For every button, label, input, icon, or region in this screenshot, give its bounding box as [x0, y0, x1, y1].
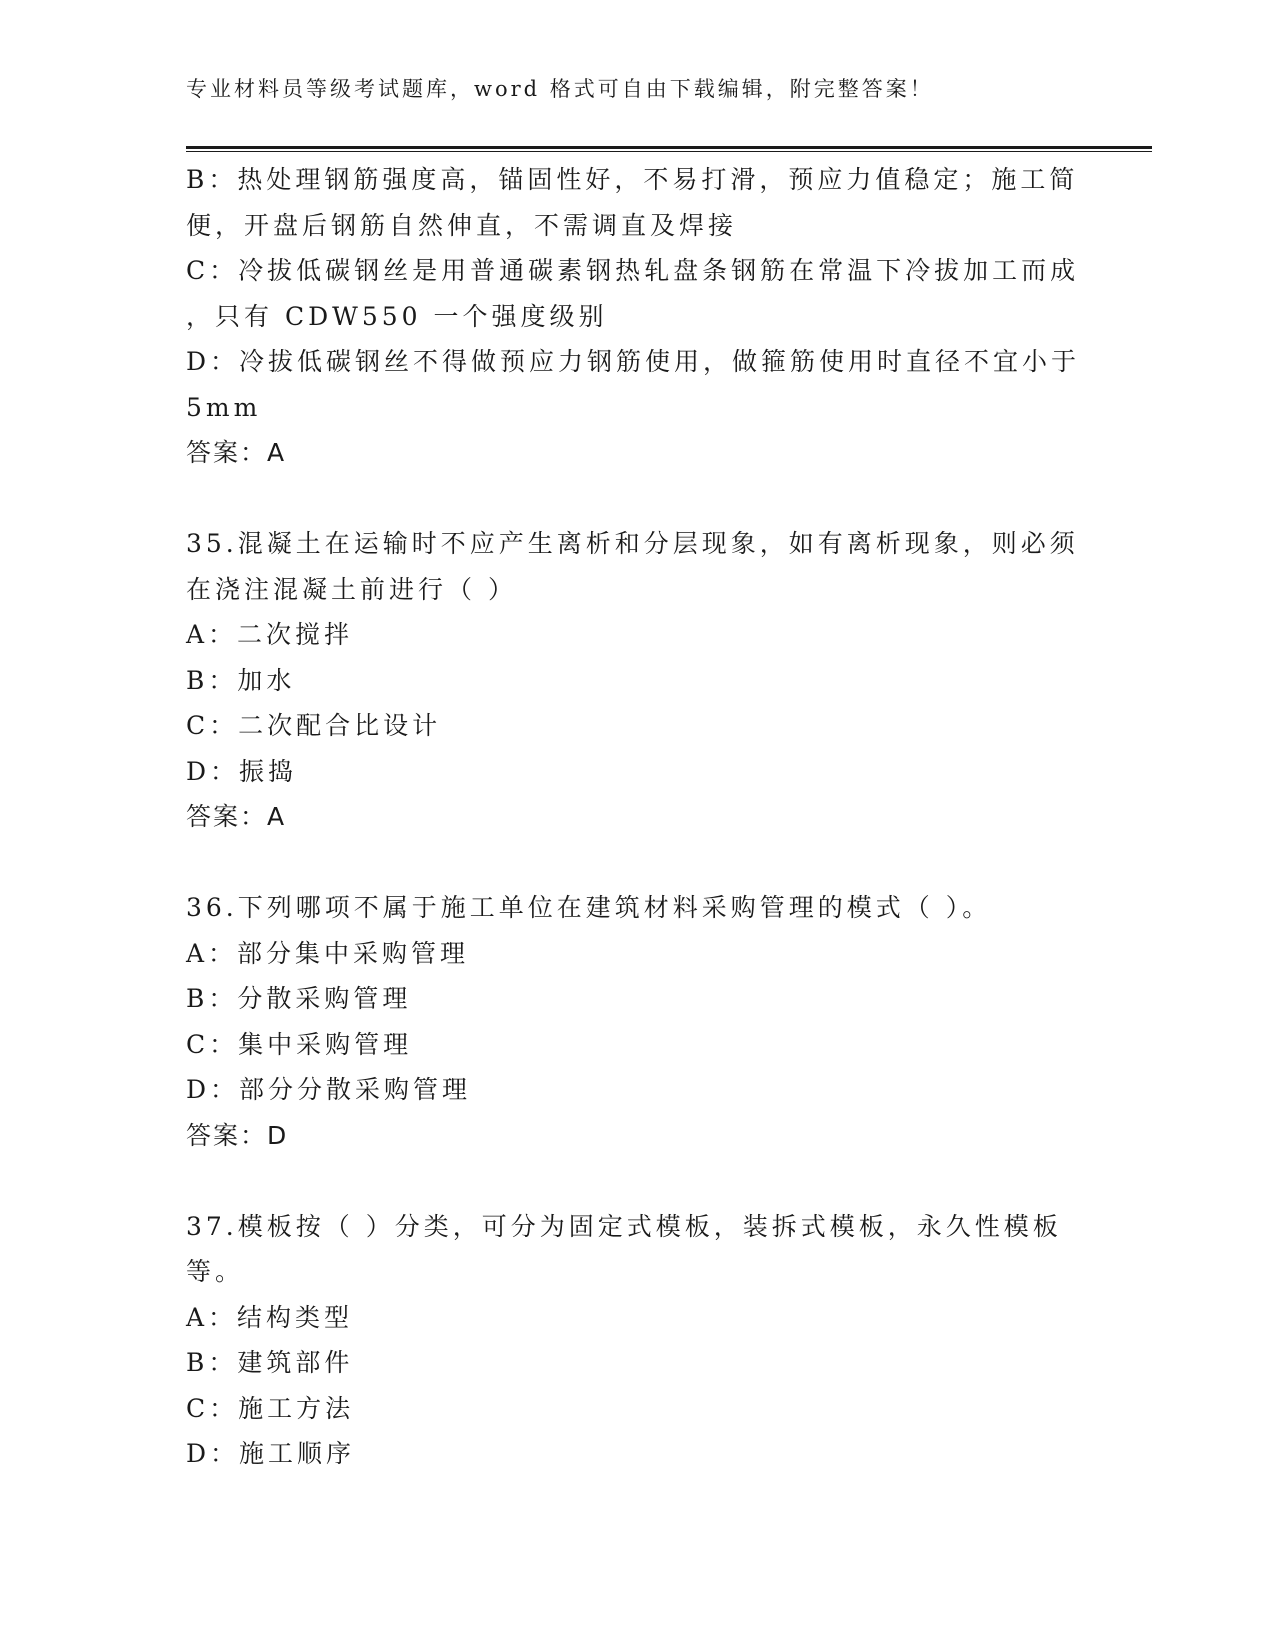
header-rule [186, 146, 1152, 153]
question-line: 等。 [186, 1257, 245, 1286]
option-line: A：二次搅拌 [186, 620, 354, 649]
header-rule-thick [186, 146, 1152, 149]
question-line: 37.模板按（ ）分类，可分为固定式模板，装拆式模板，永久性模板 [186, 1211, 1062, 1241]
question-line: 35.混凝土在运输时不应产生离析和分层现象，如有离析现象，则必须 [186, 529, 1079, 558]
question-block [186, 885, 1076, 1158]
option-line: B：加水 [186, 665, 296, 695]
option-line: B：分散采购管理 [186, 984, 412, 1013]
option-line: D：施工顺序 [186, 1439, 356, 1468]
question-line: 在浇注混凝土前进行（ ） [186, 574, 517, 604]
option-line: 便，开盘后钢筋自然伸直，不需调直及焊接 [186, 210, 738, 240]
option-line: A：结构类型 [186, 1302, 354, 1332]
block-gap [186, 1158, 1076, 1204]
option-line: C：冷拔低碳钢丝是用普通碳素钢热轧盘条钢筋在常温下冷拔加工而成 [186, 256, 1080, 285]
block-gap [186, 476, 1076, 522]
document-body [186, 157, 1081, 1477]
answer-line: 答案：D [186, 1120, 289, 1150]
answer-line: 答案：A [186, 802, 287, 831]
option-line: C：二次配合比设计 [186, 711, 442, 740]
option-line: C：施工方法 [186, 1393, 355, 1423]
option-line: ，只有 CDW550 一个强度级别 [186, 301, 608, 331]
question-block [186, 521, 1079, 840]
option-line: A：部分集中采购管理 [186, 938, 470, 968]
question-block [186, 157, 1081, 476]
option-line: 5mm [186, 392, 262, 422]
option-line: B：建筑部件 [186, 1348, 354, 1377]
option-line: D：部分分散采购管理 [186, 1075, 472, 1104]
page-header: 专业材料员等级考试题库，word 格式可自由下载编辑，附完整答案！ [186, 77, 934, 101]
header-rule-thin [186, 151, 1152, 152]
option-line: D：冷拔低碳钢丝不得做预应力钢筋使用，做箍筋使用时直径不宜小于 [186, 347, 1081, 376]
option-line: C：集中采购管理 [186, 1029, 413, 1059]
question-line: 36.下列哪项不属于施工单位在建筑材料采购管理的模式（ ）。 [186, 893, 992, 922]
option-line: D：振捣 [186, 756, 298, 786]
block-gap [186, 840, 1076, 886]
option-line: B：热处理钢筋强度高，锚固性好，不易打滑，预应力值稳定；施工简 [186, 165, 1079, 194]
answer-line: 答案：A [186, 438, 287, 467]
question-block [186, 1204, 1076, 1477]
